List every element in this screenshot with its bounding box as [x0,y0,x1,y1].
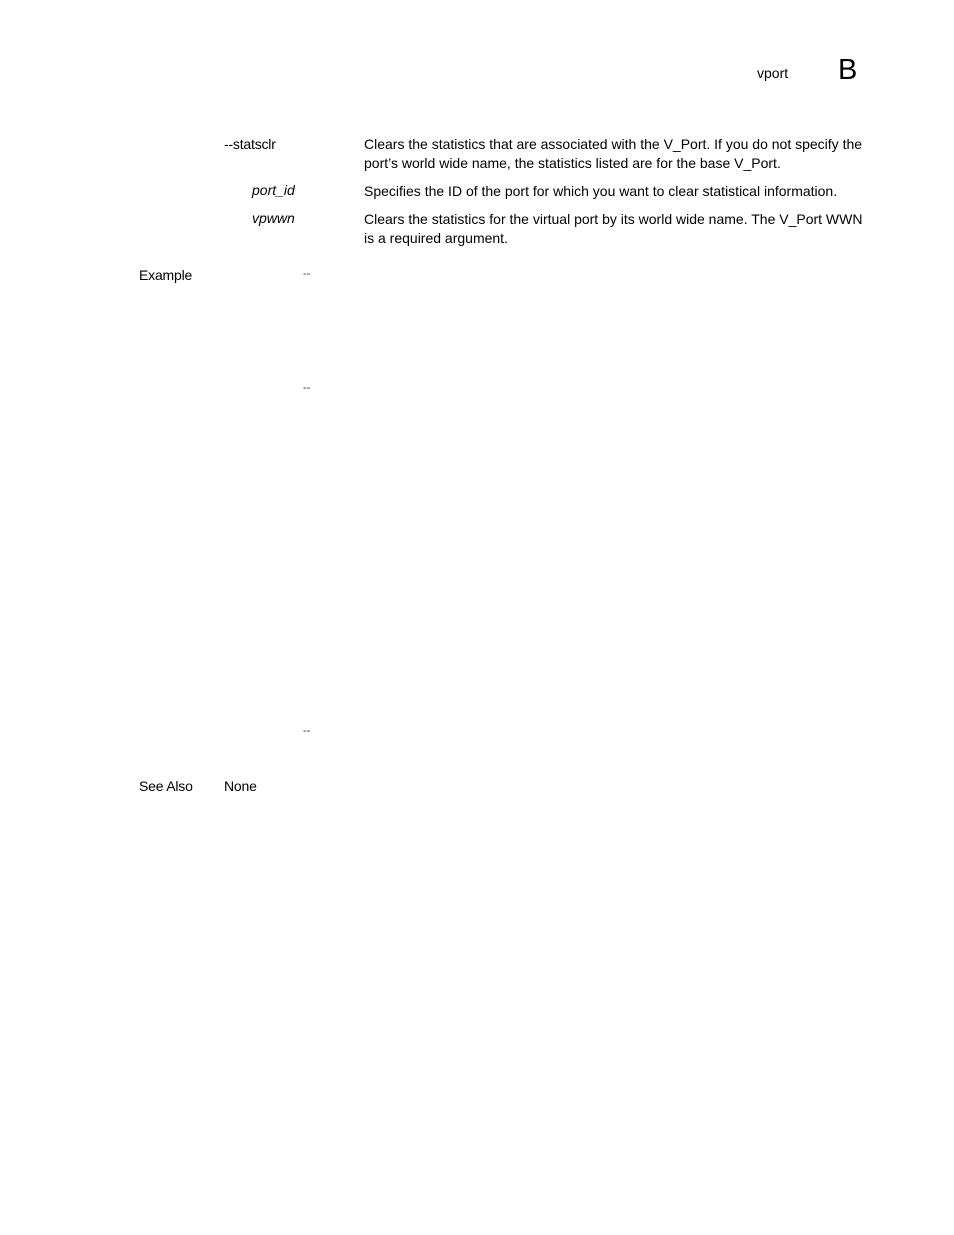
suboption-vpwwn-description: Clears the statistics for the virtual port by its world wide name. The V_Port WWN is a required argument. [364,211,863,246]
suboption-vpwwn-label: vpwwn [252,210,295,226]
see-also-heading: See Also [139,778,193,794]
example-marker-3: -- [303,725,311,737]
suboption-port-id-description: Specifies the ID of the port for which you want to clear statistical information. [364,183,838,199]
suboption-port-id-label: port_id [252,182,295,198]
see-also-value: None [224,778,257,794]
example-marker-1: -- [303,268,311,280]
running-header-section: vport [757,65,789,81]
option-statsclr-label: --statsclr [224,136,276,152]
option-statsclr-description: Clears the statistics that are associated with the V_Port. If you do not specify the port’s world wide name, the statistics listed are for the base V_Port. [364,136,863,171]
example-marker-2: -- [303,382,311,394]
example-heading: Example [139,267,193,283]
appendix-letter: B [838,54,858,86]
